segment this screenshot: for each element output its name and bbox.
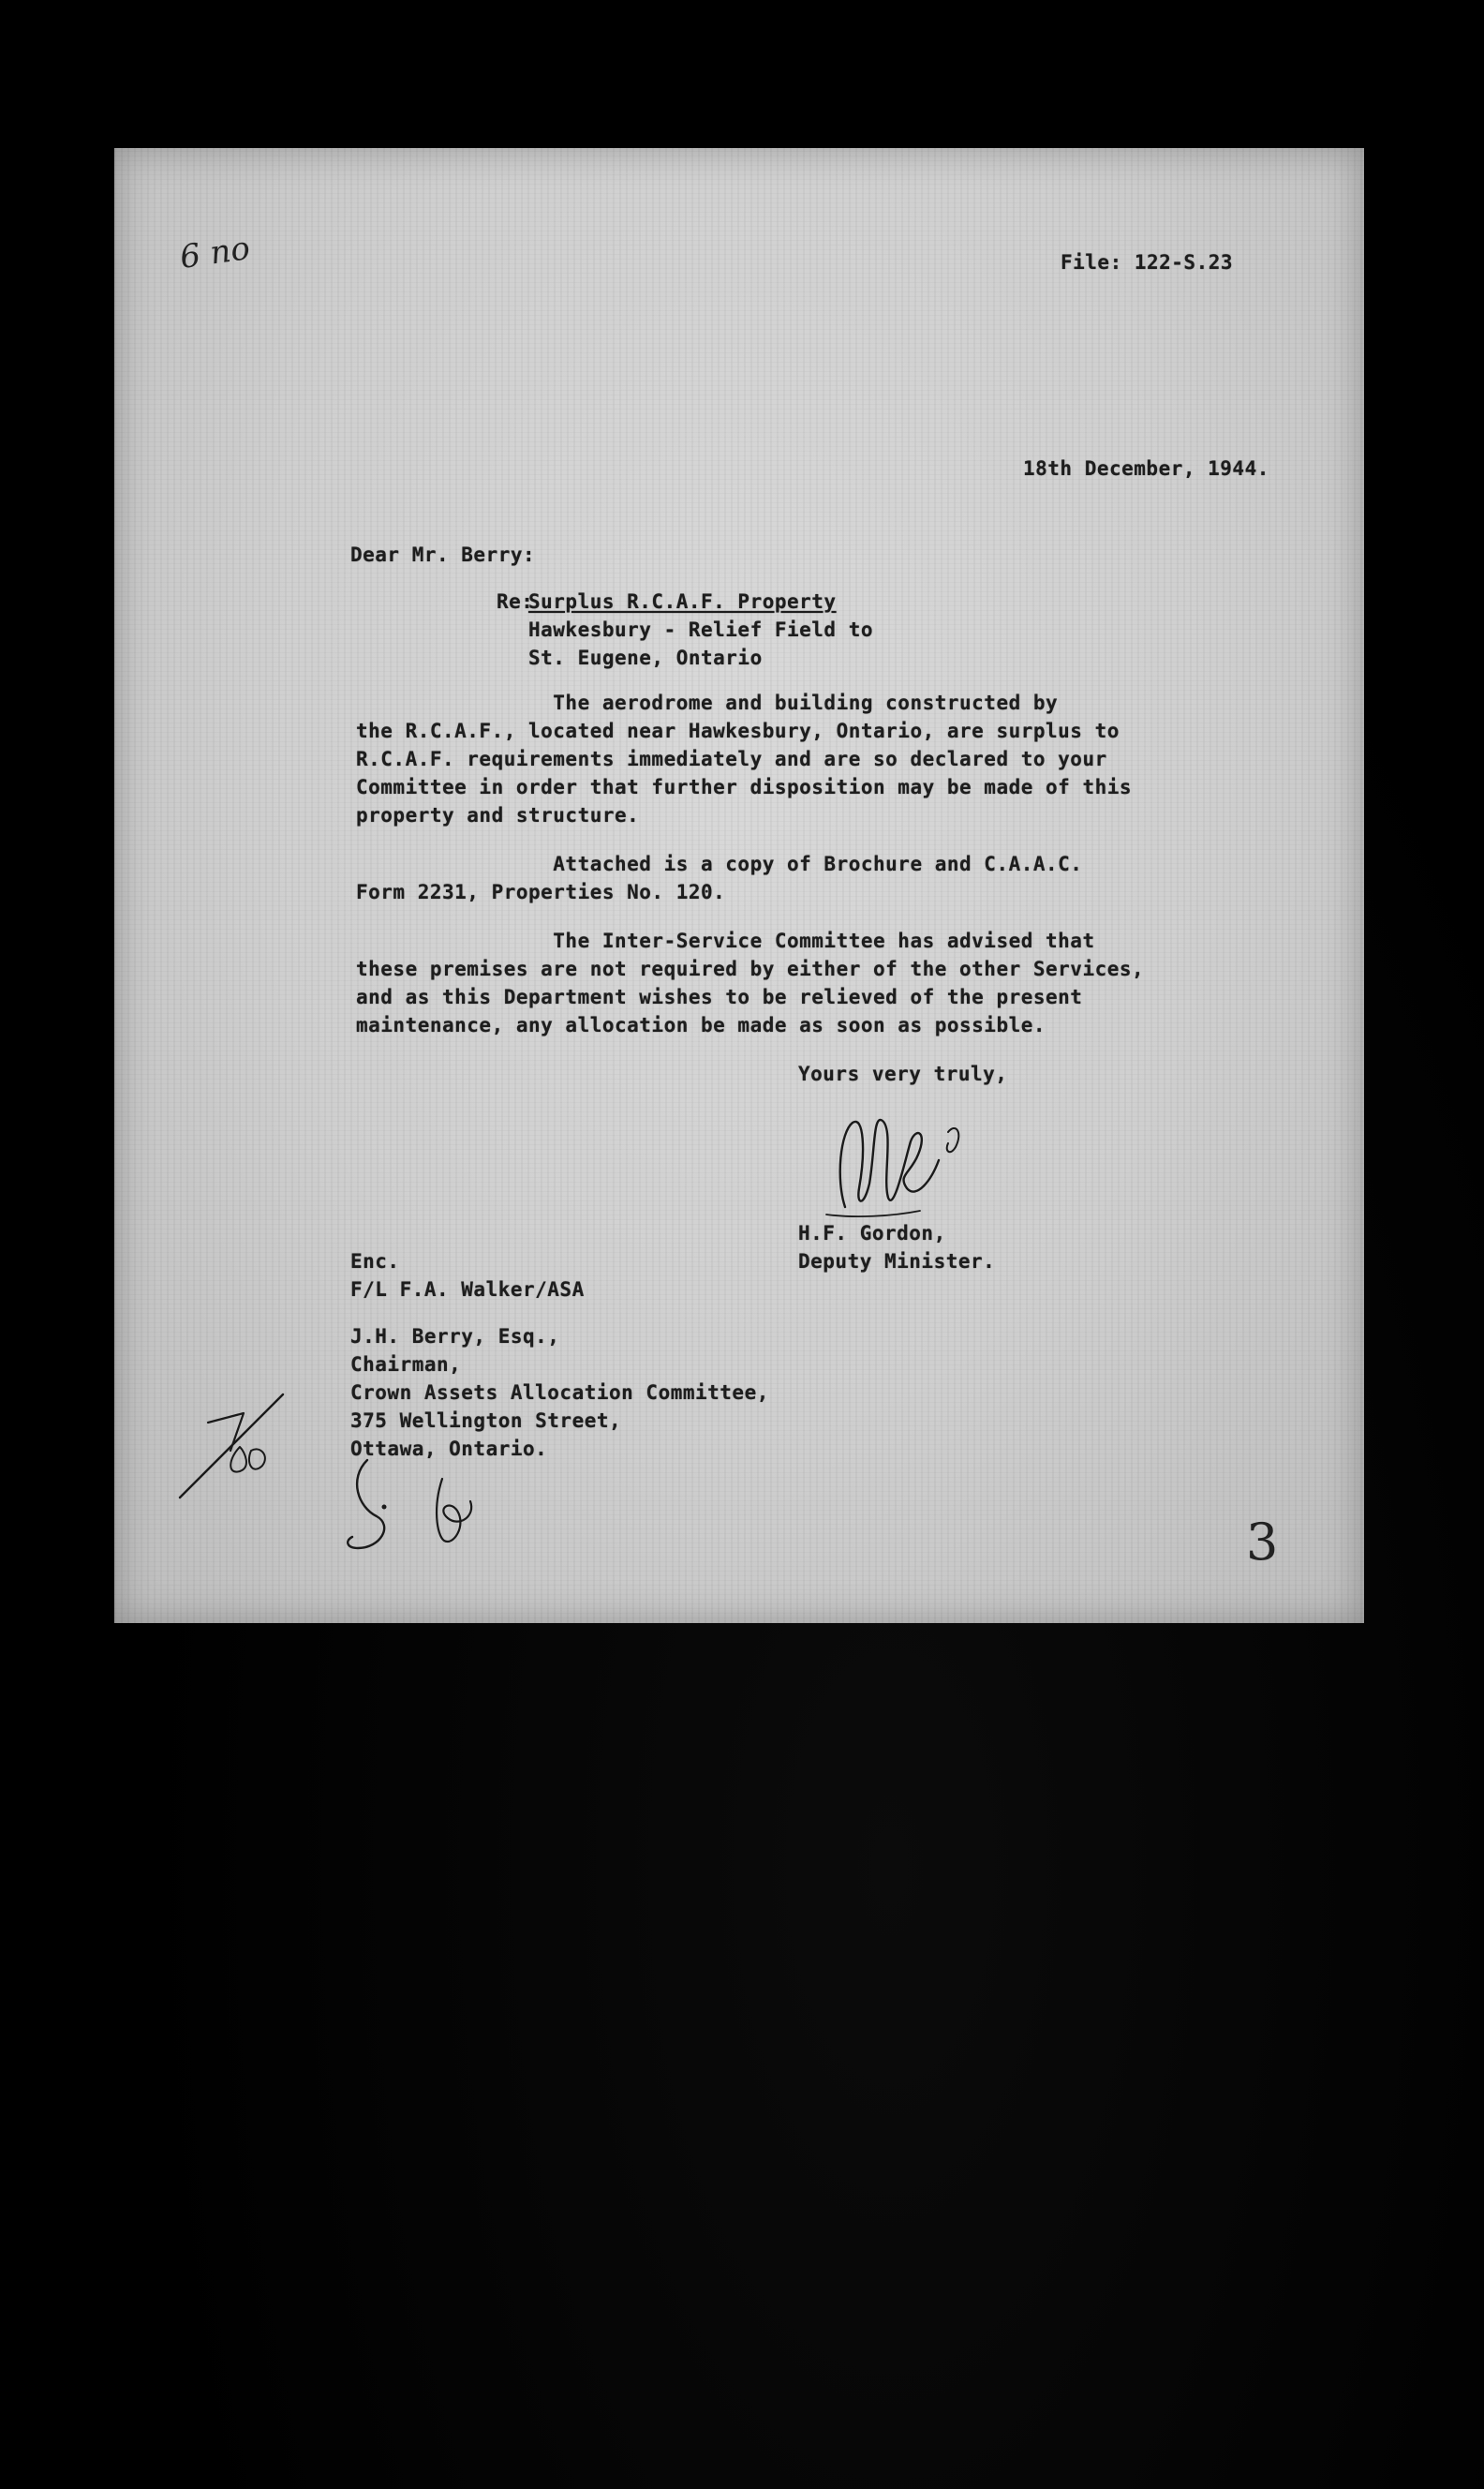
paragraph-1-line: the R.C.A.F., located near Hawkesbury, Ontario, are surplus to [356, 720, 1120, 742]
addressee-line: Chairman, [350, 1353, 462, 1376]
subject-line-1: Surplus R.C.A.F. Property [528, 590, 837, 613]
paragraph-1-line: property and structure. [356, 804, 640, 827]
signer-title: Deputy Minister. [798, 1250, 996, 1273]
handwritten-crossed-mark [171, 1385, 292, 1507]
paragraph-3-line: these premises are not required by either of the other Services, [356, 958, 1145, 980]
paragraph-2-line: Form 2231, Properties No. 120. [356, 881, 726, 903]
paragraph-1-line: Committee in order that further disposition may be made of this [356, 776, 1133, 798]
paragraph-3-line: maintenance, any allocation be made as soon as possible. [356, 1014, 1046, 1036]
letter-date: 18th December, 1944. [1023, 457, 1269, 480]
handwritten-initials [339, 1451, 527, 1563]
addressee-line: Crown Assets Allocation Committee, [350, 1381, 769, 1404]
signature-scrawl [808, 1095, 995, 1226]
paragraph-1-line: The aerodrome and building constructed by [356, 692, 1059, 714]
enclosure-note: Enc. [350, 1250, 400, 1273]
addressee-line: 375 Wellington Street, [350, 1409, 622, 1432]
paragraph-1-line: R.C.A.F. requirements immediately and are so declared to your [356, 748, 1107, 770]
paragraph-3-line: The Inter-Service Committee has advised that [356, 930, 1095, 952]
file-reference: File: 122-S.23 [1061, 251, 1234, 274]
re-label: Re: [497, 590, 534, 613]
signer-name: H.F. Gordon, [798, 1222, 946, 1244]
subject-line-3: St. Eugene, Ontario [528, 647, 763, 669]
paragraph-2-line: Attached is a copy of Brochure and C.A.A.C. [356, 853, 1083, 875]
cc-initials: F/L F.A. Walker/ASA [350, 1278, 585, 1301]
subject-line-2: Hawkesbury - Relief Field to [528, 619, 874, 641]
closing: Yours very truly, [798, 1063, 1008, 1085]
salutation: Dear Mr. Berry: [350, 544, 536, 566]
addressee-line: Ottawa, Ontario. [350, 1438, 548, 1460]
letter-page [114, 148, 1364, 1623]
page-number: 3 [1246, 1513, 1279, 1572]
addressee-line: J.H. Berry, Esq., [350, 1325, 560, 1348]
corner-handwritten-mark: 6 no [177, 229, 253, 277]
paragraph-3-line: and as this Department wishes to be relieved of the present [356, 986, 1083, 1008]
